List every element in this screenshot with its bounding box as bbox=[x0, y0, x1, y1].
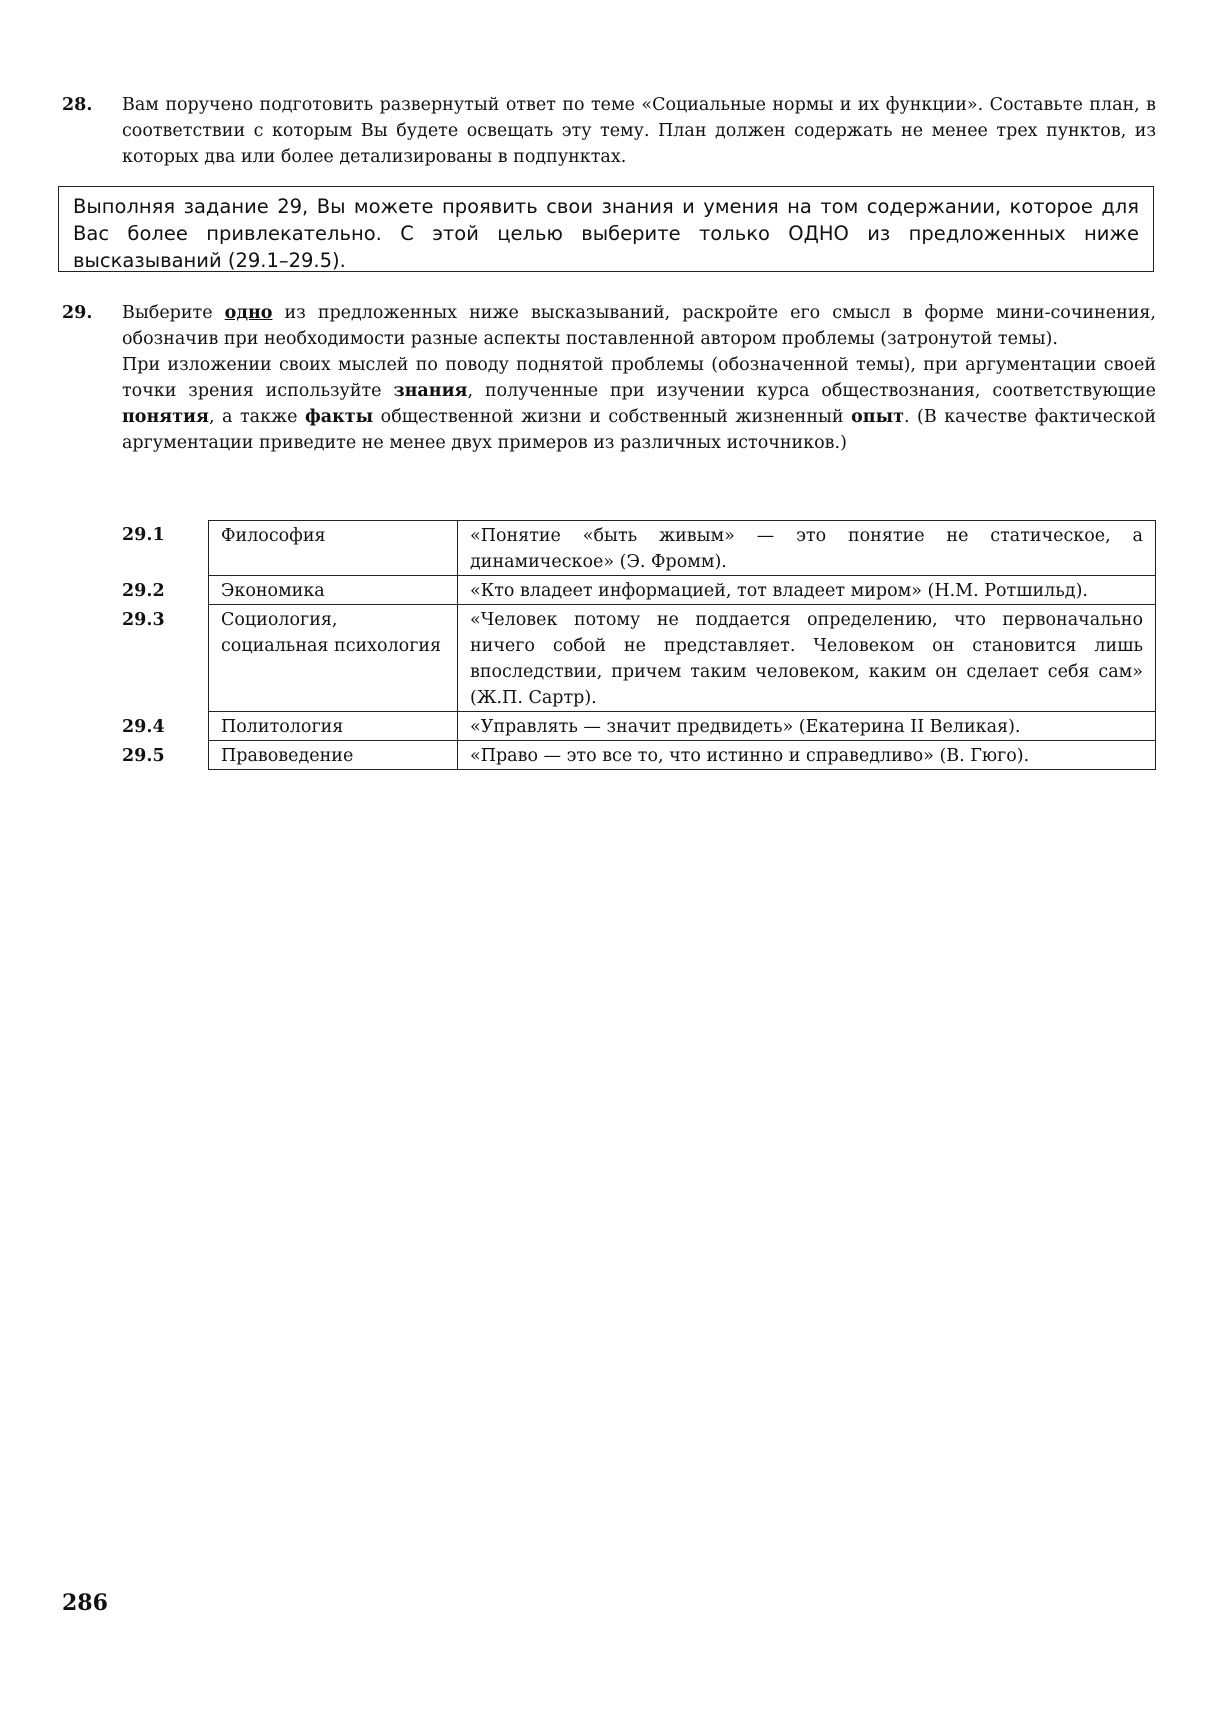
topic-subject: Политология bbox=[208, 712, 458, 741]
topic-row bbox=[122, 741, 1156, 770]
instruction-box bbox=[58, 186, 1154, 272]
topic-subject: Социология, социальная психология bbox=[208, 605, 458, 712]
text-span: Выберите bbox=[122, 303, 225, 323]
emphasis-one: одно bbox=[224, 303, 273, 323]
text-span: , полученные при изучении курса обществознания, соответствующие bbox=[467, 381, 1156, 401]
topic-number: 29.5 bbox=[122, 746, 165, 766]
topic-row bbox=[122, 712, 1156, 741]
text-span: из предложенных ниже высказываний, раскройте его смысл в форме мини-сочинения, обозначив при необходимости разные аспекты поставленной автором проблемы (затронутой темы). bbox=[122, 303, 1156, 349]
topic-quote: «Человек потому не поддается определению, что первоначально ничего собой не представляет. Человеком он становится лишь впоследствии, причем таким человеком, каким он сделает себя сам» (Ж.П. Сартр). bbox=[458, 605, 1156, 712]
task-29-number: 29. bbox=[62, 303, 93, 323]
instruction-text: Выполняя задание 29, Вы можете проявить свои знания и умения на том содержании, которое для Вас более привлекательно. С этой целью выберите только ОДНО из предложенных ниже высказываний (29.1–29.5). bbox=[73, 195, 1139, 272]
topic-row bbox=[122, 605, 1156, 712]
text-span: общественной жизни и собственный жизненный bbox=[373, 407, 852, 427]
bold-term: опыт bbox=[851, 407, 904, 427]
task-28-text: Вам поручено подготовить развернутый ответ по теме «Социальные нормы и их функции». Составьте план, в соответствии с которым Вы будете освещать эту тему. План должен содержать не менее трех пунктов, из которых два или более детализированы в подпунктах. bbox=[122, 95, 1156, 167]
text-span: При изложении своих мыслей по поводу поднятой проблемы (обозначенной темы), при аргументации своей точки зрения используйте bbox=[122, 355, 1156, 401]
topic-subject: Правоведение bbox=[208, 741, 458, 770]
topic-number: 29.2 bbox=[122, 581, 165, 601]
page-number: 286 bbox=[62, 1590, 108, 1616]
text-span: . (В качестве фактической аргументации приведите не менее двух примеров из различных источников.) bbox=[122, 407, 1156, 453]
bold-term: понятия bbox=[122, 407, 209, 427]
topic-number: 29.4 bbox=[122, 717, 165, 737]
text-span: , а также bbox=[208, 407, 305, 427]
topic-subject: Экономика bbox=[208, 576, 458, 605]
topic-subject: Философия bbox=[208, 520, 458, 576]
topic-number: 29.3 bbox=[122, 610, 165, 630]
task-28 bbox=[62, 92, 1156, 170]
task-29-paragraph-1 bbox=[122, 300, 1156, 352]
task-29 bbox=[62, 300, 1156, 456]
topic-row bbox=[122, 520, 1156, 576]
task-29-paragraph-2 bbox=[122, 352, 1156, 456]
topic-number: 29.1 bbox=[122, 525, 165, 545]
bold-term: факты bbox=[305, 407, 374, 427]
topic-quote: «Понятие «быть живым» — это понятие не статическое, а динамическое» (Э. Фромм). bbox=[458, 520, 1156, 576]
topic-quote: «Право — это все то, что истинно и справедливо» (В. Гюго). bbox=[458, 741, 1156, 770]
topic-quote: «Управлять — значит предвидеть» (Екатерина II Великая). bbox=[458, 712, 1156, 741]
topics-table bbox=[122, 520, 1156, 770]
task-28-number: 28. bbox=[62, 95, 93, 115]
bold-term: знания bbox=[393, 381, 468, 401]
topic-row bbox=[122, 576, 1156, 605]
topic-quote: «Кто владеет информацией, тот владеет миром» (Н.М. Ротшильд). bbox=[458, 576, 1156, 605]
